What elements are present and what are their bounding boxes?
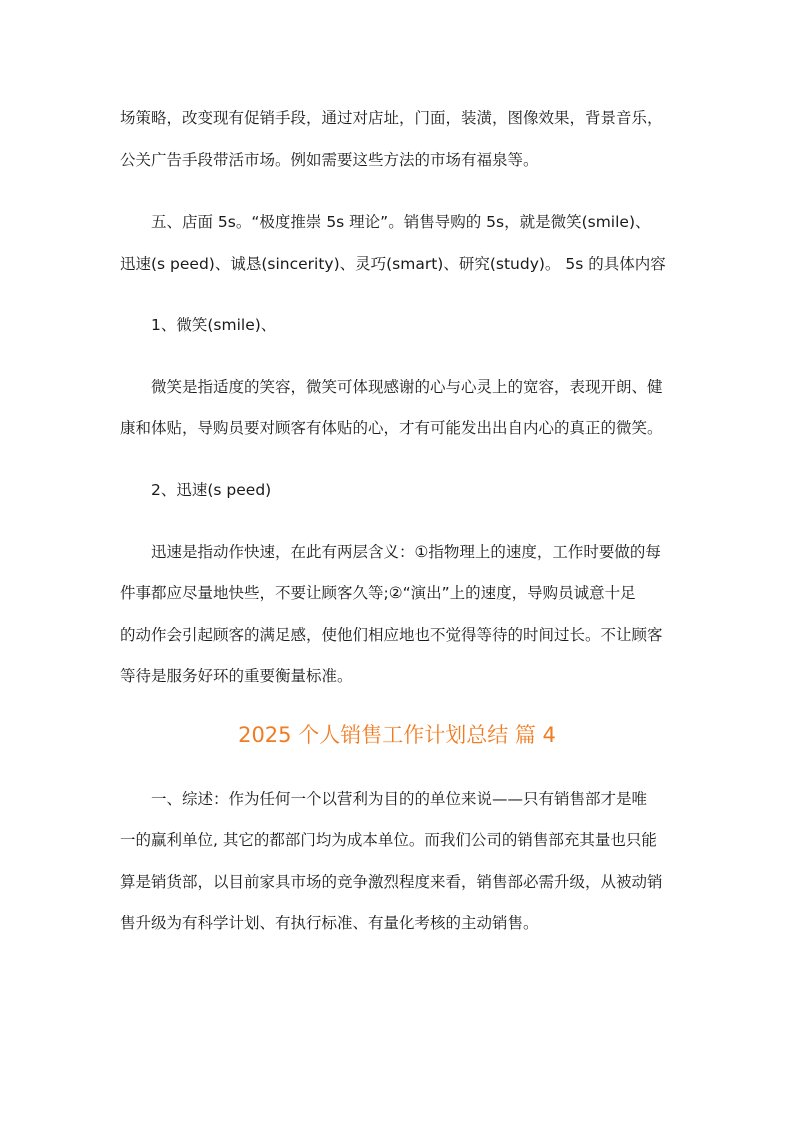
paragraph-line: 等待是服务好环的重要衡量标准。 [120, 667, 353, 685]
paragraph-line: 场策略，改变现有促销手段，通过对店址，门面，装潢，图像效果，背景音乐， [120, 109, 663, 127]
list-item-speed: 2、迅速(s peed) [151, 481, 272, 499]
list-item-smile: 1、微笑(smile)、 [151, 316, 277, 334]
paragraph-line: 的动作会引起顾客的满足感，使他们相应地也不觉得等待的时间过长。不让顾客 [120, 626, 663, 644]
paragraph-line: 迅速(s peed)、诚恳(sincerity)、灵巧(smart)、研究(study)。 5s 的具体内容 [120, 255, 666, 273]
paragraph-line: 微笑是指适度的笑容，微笑可体现感谢的心与心灵上的宽容，表现开朗、健 [151, 378, 663, 396]
paragraph-line: 康和体贴，导购员要对顾客有体贴的心，才有可能发出出自内心的真正的微笑。 [120, 419, 663, 437]
paragraph-line: 算是销货部，以目前家具市场的竞争激烈程度来看，销售部必需升级，从被动销 [120, 873, 663, 891]
paragraph-line: 一的赢利单位, 其它的都部门均为成本单位。而我们公司的销售部充其量也只能 [120, 831, 657, 849]
paragraph-line: 迅速是指动作快速，在此有两层含义：①指物理上的速度，工作时要做的每 [151, 543, 661, 561]
paragraph-line: 五、店面 5s。“极度推崇 5s 理论”。销售导购的 5s，就是微笑(smile)、 [151, 213, 651, 231]
paragraph-line: 售升级为有科学计划、有执行标准、有量化考核的主动销售。 [120, 914, 539, 932]
section-heading: 2025 个人销售工作计划总结 篇 4 [238, 723, 556, 747]
paragraph-line: 公关广告手段带活市场。例如需要这些方法的市场有福泉等。 [120, 151, 539, 169]
paragraph-line: 件事都应尽量地快些，不要让顾客久等;②“演出”上的速度，导购员诚意十足 [120, 584, 636, 602]
paragraph-line: 一、综述：作为任何一个以营利为目的的单位来说——只有销售部才是唯 [151, 790, 648, 808]
